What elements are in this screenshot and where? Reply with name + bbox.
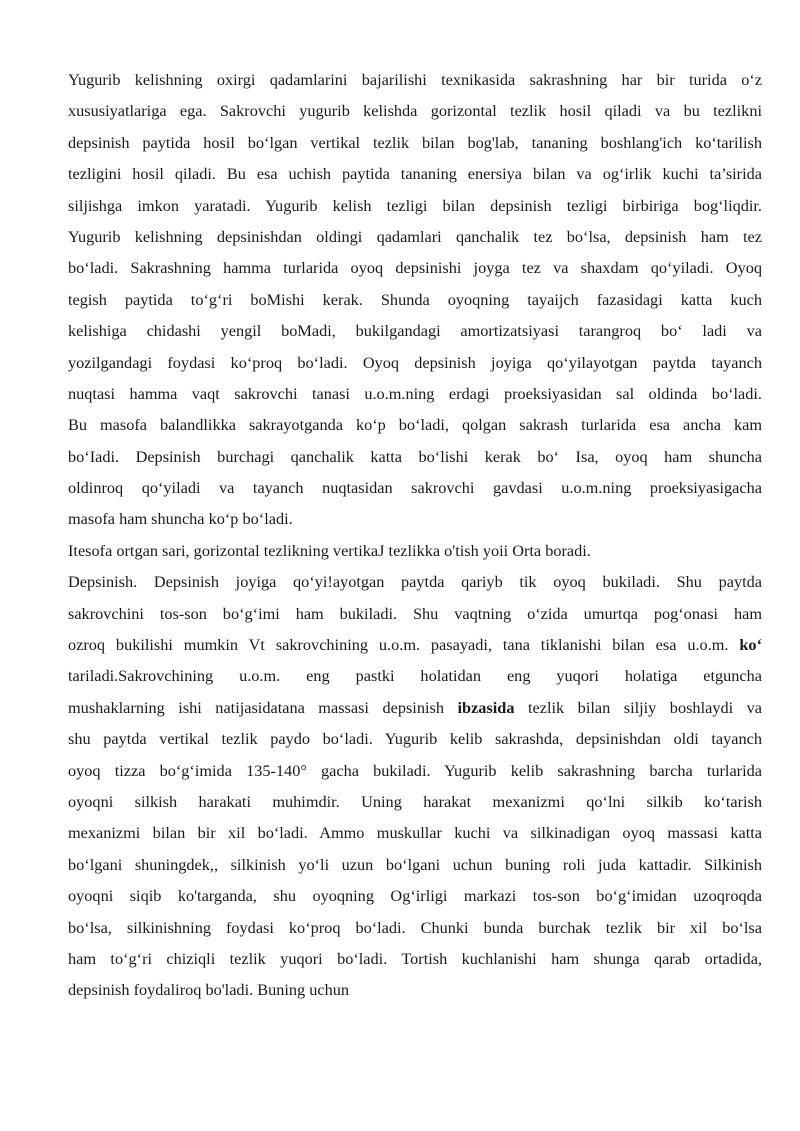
text-run: mushaklarning ishi natijasidatana massasi depsinish [68,697,458,717]
text-line: mexanizmi bilan bir xil bo‘ladi. Ammo muskullar kuchi va silkinadigan oyoq massasi katta [68,823,762,843]
text-line: ham to‘g‘ri chiziqli tezlik yuqori bo‘ladi. Tortish kuchlanishi ham shunga qarab ortadida, [68,948,762,968]
paragraph-2 [68,535,762,566]
text-line: depsinish paytida hosil bo‘lgan vertikal tezlik bilan bog'lab, tananing boshlang'ich ko‘tarilish [68,132,762,152]
text-line: yozilgandagi foydasi ko‘proq bo‘ladi. Oyoq depsinish joyiga qo‘yilayotgan paytda tayanch [68,352,762,372]
text-line: depsinish foydaliroq bo'ladi. Buning uchun [68,980,350,1000]
text-line [68,629,762,660]
text-line: masofa ham shuncha ko‘p bo‘ladi. [68,509,293,529]
text-line: nuqtasi hamma vaqt sakrovchi tanasi u.o.m.ning erdagi proeksiyasidan sal oldinda bo‘ladi. [68,383,762,403]
text-line: Yugurib kelishning depsinishdan oldingi qadamlari qanchalik tez bo‘lsa, depsinish ham tez [68,226,762,246]
text-line: Itesofa ortgan sari, gorizontal tezlikning vertikaJ tezlikka o'tish yoii Orta boradi. [68,540,591,560]
bold-text-run: ibzasida [457,697,515,717]
text-line: sakrovchini tos-son bo‘g‘imi ham bukiladi. Shu vaqtning o‘zida umurtqa pog‘onasi ham [68,603,762,623]
text-line: Bu masofa balandlikka sakrayotganda ko‘p bo‘ladi, qolgan sakrash turlarida esa ancha kam [68,415,762,435]
text-line: oyoq tizza bo‘g‘imida 135-140° gacha bukiladi. Yugurib kelib sakrashning barcha turlarida [68,760,762,780]
bold-text-run: ko‘ [739,635,762,655]
text-line: tegish paytida to‘g‘ri boMishi kerak. Shunda oyoqning tayaijch fazasidagi katta kuch [68,289,762,309]
paragraph-3 [68,566,762,1005]
text-line: Depsinish. Depsinish joyiga qo‘yi!ayotgan paytda qariyb tik oyoq bukiladi. Shu paytda [68,572,762,592]
text-line: oyoqni silkish harakati muhimdir. Uning harakat mexanizmi qo‘lni silkib ko‘tarish [68,791,762,811]
text-line: kelishiga chidashi yengil boMadi, bukilgandagi amortizatsiyasi tarangroq bo‘ ladi va [68,321,762,341]
document-page [68,64,762,1006]
text-run: tezlik bilan siljiy boshlaydi va [514,697,762,717]
text-line: bo‘lsa, silkinishning foydasi ko‘proq bo‘ladi. Chunki bunda burchak tezlik bir xil bo‘lsa [68,917,762,937]
text-line: Yugurib kelishning oxirgi qadamlarini bajarilishi texnikasida sakrashning har bir turida o‘z [68,70,762,89]
text-line: xususiyatlariga ega. Sakrovchi yugurib kelishda gorizontal tezlik hosil qiladi va bu tezlikni [68,101,762,121]
text-line [68,692,762,723]
paragraph-1 [68,64,762,535]
text-line: bo‘ladi. Sakrashning hamma turlarida oyoq depsinishi joyga tez va shaxdam qo‘yiladi. Oyoq [68,258,762,278]
text-line: bo‘lgani shuningdek,, silkinish yo‘li uzun bo‘lgani uchun buning roli juda kattadir. Silkinish [68,854,762,874]
text-line: tezligini hosil qiladi. Bu esa uchish paytida tananing enersiya bilan va og‘irlik kuchi ta’sirida [68,164,762,184]
text-line: oldinroq qo‘yiladi va tayanch nuqtasidan sakrovchi gavdasi u.o.m.ning proeksiyasigacha [68,478,762,498]
text-run: ozroq bukilishi mumkin Vt sakrovchining u.o.m. pasayadi, tana tiklanishi bilan esa u.o.m. [68,635,740,655]
text-line: tariladi.Sakrovchining u.o.m. eng pastki holatidan eng yuqori holatiga etguncha [68,666,762,686]
text-line: shu paytda vertikal tezlik paydo bo‘ladi. Yugurib kelib sakrashda, depsinishdan oldi tayanch [68,729,762,749]
text-line: siljishga imkon yaratadi. Yugurib kelish tezligi bilan depsinish tezligi birbiriga bog‘liqdir. [68,195,762,215]
text-line: bo‘Iadi. Depsinish burchagi qanchalik katta bo‘lishi kerak bo‘ Isa, oyoq ham shuncha [68,446,762,466]
text-line: oyoqni siqib ko'targanda, shu oyoqning Og‘irligi markazi tos-son bo‘g‘imidan uzoqroqda [68,886,762,906]
